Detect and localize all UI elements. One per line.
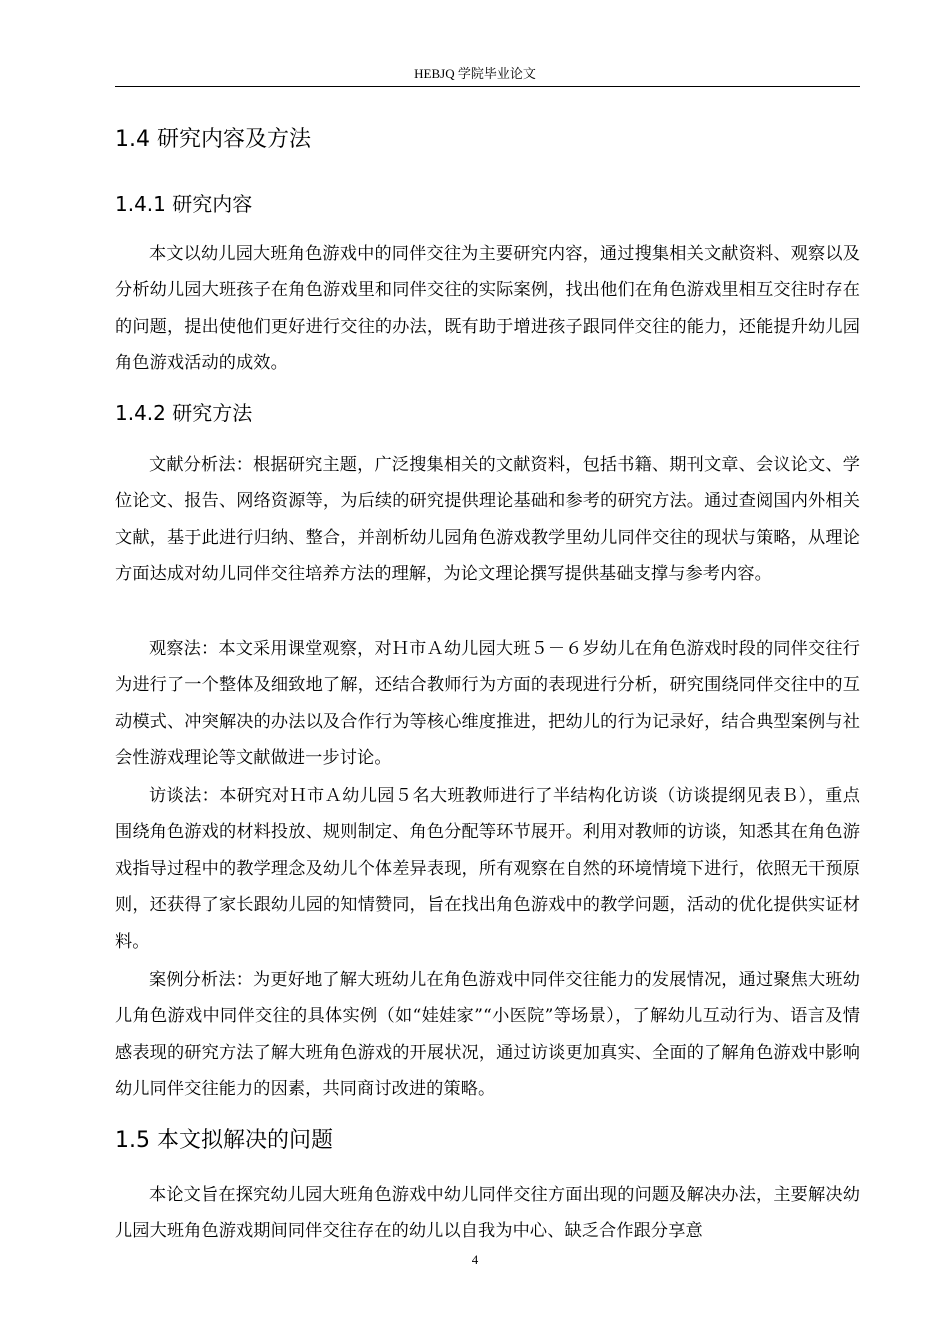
page-number: 4 (471, 1252, 479, 1267)
subsection-heading-1-4-1: 1.4.1 研究内容 (115, 192, 253, 216)
header-divider (115, 86, 860, 87)
paragraph-problems-to-solve: 本论文旨在探究幼儿园大班角色游戏中幼儿同伴交往方面出现的问题及解决办法，主要解决幼儿园大班角色游戏期间同伴交往存在的幼儿以自我为中心、缺乏合作跟分享意 (115, 1185, 860, 1242)
subsection-heading-1-4-2: 1.4.2 研究方法 (115, 401, 253, 425)
paragraph-interview-method: 访谈法：本研究对Ｈ市Ａ幼儿园５名大班教师进行了半结构化访谈（访谈提纲见表Ｂ），重点围绕角色游戏的材料投放、规则制定、角色分配等环节展开。利用对教师的访谈，知悉其在角色游戏指导过程中的教学理念及幼儿个体差异表现，所有观察在自然的环境情境下进行，依照无干预原则，还获得了家长跟幼儿园的知情赞同，旨在找出角色游戏中的教学问题，活动的优化提供实证材料。 (115, 786, 860, 952)
section-heading-1-5: 1.5 本文拟解决的问题 (115, 1128, 333, 1153)
paragraph-literature-method: 文献分析法：根据研究主题，广泛搜集相关的文献资料，包括书籍、期刊文章、会议论文、学位论文、报告、网络资源等，为后续的研究提供理论基础和参考的研究方法。通过查阅国内外相关文献，基于此进行归纳、整合，并剖析幼儿园角色游戏教学里幼儿同伴交往的现状与策略，从理论方面达成对幼儿同伴交往培养方法的理解，为论文理论撰写提供基础支撑与参考内容。 (115, 455, 860, 585)
section-heading-1-4: 1.4 研究内容及方法 (115, 127, 311, 152)
paragraph-observation-method: 观察法：本文采用课堂观察，对Ｈ市Ａ幼儿园大班５－６岁幼儿在角色游戏时段的同伴交往行为进行了一个整体及细致地了解，还结合教师行为方面的表现进行分析，研究围绕同伴交往中的互动模式、冲突解决的办法以及合作行为等核心维度推进，把幼儿的行为记录好，结合典型案例与社会性游戏理论等文献做进一步讨论。 (115, 639, 860, 769)
paragraph-research-content: 本文以幼儿园大班角色游戏中的同伴交往为主要研究内容，通过搜集相关文献资料、观察以及分析幼儿园大班孩子在角色游戏里和同伴交往的实际案例，找出他们在角色游戏里相互交往时存在的问题，提出使他们更好进行交往的办法，既有助于增进孩子跟同伴交往的能力，还能提升幼儿园角色游戏活动的成效。 (115, 244, 860, 374)
page-header-title: HEBJQ 学院毕业论文 (414, 66, 536, 81)
paragraph-case-analysis-method: 案例分析法：为更好地了解大班幼儿在角色游戏中同伴交往能力的发展情况，通过聚焦大班幼儿角色游戏中同伴交往的具体实例（如“娃娃家”“小医院”等场景），了解幼儿互动行为、语言及情感表现的研究方法了解大班角色游戏的开展状况，通过访谈更加真实、全面的了解角色游戏中影响幼儿同伴交往能力的因素，共同商讨改进的策略。 (115, 970, 860, 1100)
